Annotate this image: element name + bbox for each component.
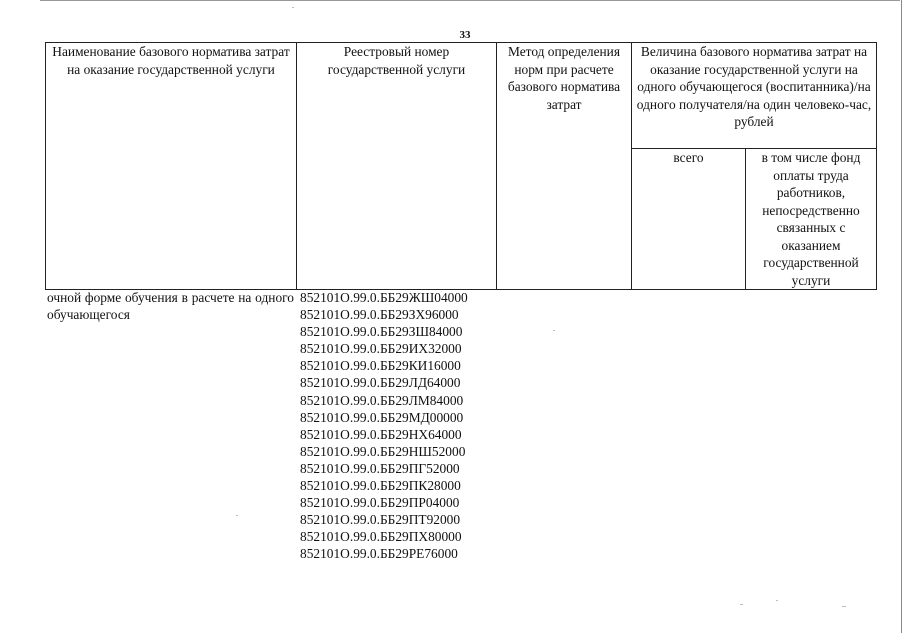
registry-code: 852101О.99.0.ББ29ЗШ84000: [300, 324, 463, 340]
header-registry-number: Реестровый номер государственной услуги: [297, 43, 497, 290]
registry-code: 852101О.99.0.ББ29ЛМ84000: [300, 392, 464, 408]
registry-code: 852101О.99.0.ББ29ПХ80000: [300, 529, 462, 545]
registry-code: 852101О.99.0.ББ29МД00000: [300, 409, 464, 425]
header-total: всего: [632, 149, 746, 290]
registry-code: 852101О.99.0.ББ29ПР04000: [300, 495, 460, 511]
header-wage-fund: в том числе фонд оплаты труда работников, непосредственно связанных с оказанием государственной услуги: [746, 149, 877, 290]
registry-code: 852101О.99.0.ББ29ЖШ04000: [300, 290, 468, 305]
registry-code: 852101О.99.0.ББ29ИХ32000: [300, 341, 462, 357]
service-description: очной форме обучения в расчете на одного обучающегося: [47, 290, 294, 322]
scan-speck: [236, 515, 238, 516]
page-edge-right: [901, 0, 902, 633]
registry-code: 852101О.99.0.ББ29ПГ52000: [300, 460, 460, 476]
registry-codes-list: [300, 289, 500, 563]
registry-code: 852101О.99.0.ББ29ПТ92000: [300, 512, 461, 528]
scan-speck: [292, 7, 294, 8]
registry-code: 852101О.99.0.ББ29РЕ76000: [300, 546, 458, 562]
header-cost-standard-name: Наименование базового норматива затрат на оказание государственной услуги: [46, 43, 297, 290]
scan-speck: [553, 330, 555, 331]
scan-speck: [776, 600, 778, 601]
registry-code: 852101О.99.0.ББ29ПК28000: [300, 478, 461, 494]
scan-speck: [842, 606, 846, 607]
header-method: Метод определения норм при расчете базового норматива затрат: [497, 43, 632, 290]
registry-code: 852101О.99.0.ББ29ЛД64000: [300, 375, 461, 391]
page-number: 33: [459, 29, 471, 41]
scan-speck: [740, 604, 743, 605]
registry-code: 852101О.99.0.ББ29НХ64000: [300, 426, 462, 442]
registry-code: 852101О.99.0.ББ29ЗХ96000: [300, 307, 459, 323]
registry-code: 852101О.99.0.ББ29КИ16000: [300, 358, 461, 374]
registry-code: 852101О.99.0.ББ29НШ52000: [300, 443, 466, 459]
header-cost-value: Величина базового норматива затрат на оказание государственной услуги на одного обучающегося (воспитанника)/на одного получателя/на один человеко-час, рублей: [632, 43, 877, 149]
page-edge-top: [40, 0, 900, 1]
cost-standard-table-header: [45, 42, 877, 290]
